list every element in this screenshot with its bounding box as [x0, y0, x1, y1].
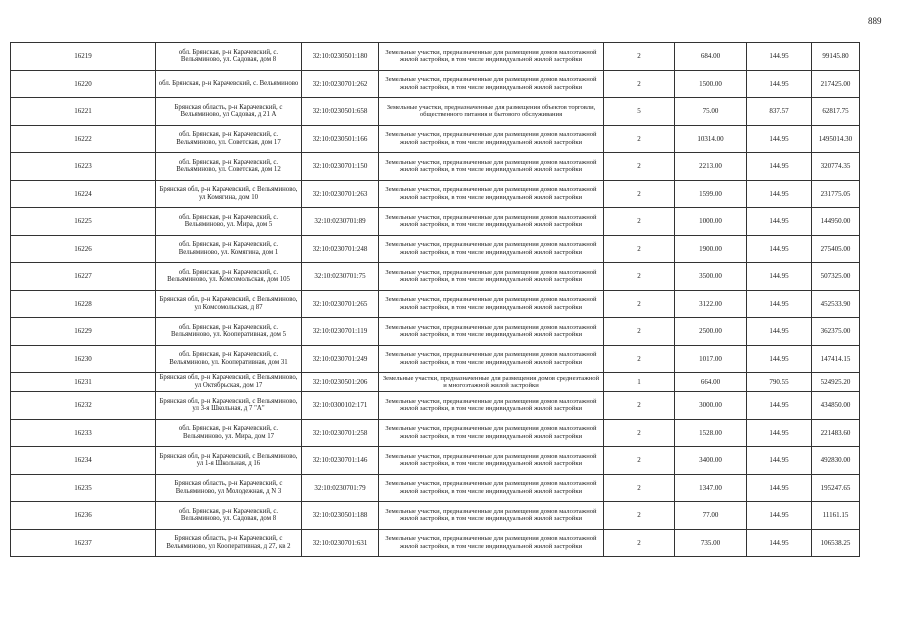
cadastral-value-cell: 362375.00 [812, 318, 860, 346]
cadastral-value-cell: 106538.25 [812, 529, 860, 557]
land-use-purpose-cell: Земельные участки, предназначенные для размещения домов малоэтажной жилой застройки, в том числе индивидуальной жилой застройки [379, 318, 604, 346]
row-id-cell: 16235 [11, 474, 156, 502]
cadastral-number-cell: 32:10:0230501:206 [302, 373, 379, 392]
address-cell: обл. Брянская, р-н Карачевский, с. Вельяминово, ул. Комсомольская, дом 105 [156, 263, 302, 291]
address-cell: Брянская область, р-н Карачевский, с Вельяминово, ул Садовая, д 21 А [156, 98, 302, 126]
land-use-purpose-cell: Земельные участки, предназначенные для размещения домов малоэтажной жилой застройки, в том числе индивидуальной жилой застройки [379, 125, 604, 153]
address-cell: Брянская обл, р-н Карачевский, с Вельяминово, ул Комягина, дом 10 [156, 180, 302, 208]
cadastral-value-cell: 11161.15 [812, 502, 860, 530]
cadastral-value-cell: 507325.00 [812, 263, 860, 291]
cadastral-value-cell: 275405.00 [812, 235, 860, 263]
specific-value-cell: 144.95 [747, 447, 812, 475]
specific-value-cell: 144.95 [747, 392, 812, 420]
land-use-purpose-cell: Земельные участки, предназначенные для размещения объектов торговли, общественного питания и бытового обслуживания [379, 98, 604, 126]
area-cell: 75.00 [675, 98, 747, 126]
cadastral-value-cell: 524925.20 [812, 373, 860, 392]
address-cell: обл. Брянская, р-н Карачевский, с. Вельяминово, ул. Садовая, дом 8 [156, 43, 302, 71]
table-row [11, 447, 860, 475]
cadastral-number-cell: 32:10:0230701:265 [302, 290, 379, 318]
area-cell: 1599.00 [675, 180, 747, 208]
table-row [11, 263, 860, 291]
table-row [11, 290, 860, 318]
land-use-purpose-cell: Земельные участки, предназначенные для размещения домов малоэтажной жилой застройки, в том числе индивидуальной жилой застройки [379, 502, 604, 530]
address-cell: Брянская обл, р-н Карачевский, с Вельяминово, ул Октябрьская, дом 17 [156, 373, 302, 392]
row-id-cell: 16234 [11, 447, 156, 475]
table-row [11, 474, 860, 502]
cadastral-number-cell: 32:10:0230501:166 [302, 125, 379, 153]
row-id-cell: 16232 [11, 392, 156, 420]
row-id-cell: 16228 [11, 290, 156, 318]
cadastral-number-cell: 32:10:0230501:180 [302, 43, 379, 71]
cadastral-value-cell: 231775.05 [812, 180, 860, 208]
row-id-cell: 16223 [11, 153, 156, 181]
area-cell: 10314.00 [675, 125, 747, 153]
specific-value-cell: 144.95 [747, 208, 812, 236]
cadastral-number-cell: 32:10:0230701:258 [302, 419, 379, 447]
land-use-purpose-cell: Земельные участки, предназначенные для размещения домов малоэтажной жилой застройки, в том числе индивидуальной жилой застройки [379, 70, 604, 98]
address-cell: обл. Брянская, р-н Карачевский, с. Вельяминово, ул. Кооперативная, дом 5 [156, 318, 302, 346]
land-use-purpose-cell: Земельные участки, предназначенные для размещения домов малоэтажной жилой застройки, в том числе индивидуальной жилой застройки [379, 474, 604, 502]
land-use-group-code-cell: 2 [604, 502, 675, 530]
land-use-purpose-cell: Земельные участки, предназначенные для размещения домов малоэтажной жилой застройки, в том числе индивидуальной жилой застройки [379, 235, 604, 263]
row-id-cell: 16236 [11, 502, 156, 530]
address-cell: обл. Брянская, р-н Карачевский, с. Вельяминово, ул. Советская, дом 17 [156, 125, 302, 153]
area-cell: 1347.00 [675, 474, 747, 502]
table-row [11, 502, 860, 530]
row-id-cell: 16219 [11, 43, 156, 71]
table-row [11, 318, 860, 346]
cadastral-number-cell: 32:10:0230701:89 [302, 208, 379, 236]
cadastral-number-cell: 32:10:0230701:248 [302, 235, 379, 263]
land-use-group-code-cell: 1 [604, 373, 675, 392]
area-cell: 1500.00 [675, 70, 747, 98]
address-cell: обл. Брянская, р-н Карачевский, с. Вельяминово, ул. Комягина, дом 1 [156, 235, 302, 263]
table-row [11, 180, 860, 208]
area-cell: 684.00 [675, 43, 747, 71]
cadastral-value-cell: 99145.80 [812, 43, 860, 71]
cadastral-value-cell: 492830.00 [812, 447, 860, 475]
area-cell: 735.00 [675, 529, 747, 557]
row-id-cell: 16233 [11, 419, 156, 447]
land-use-group-code-cell: 5 [604, 98, 675, 126]
row-id-cell: 16225 [11, 208, 156, 236]
land-use-group-code-cell: 2 [604, 419, 675, 447]
area-cell: 664.00 [675, 373, 747, 392]
row-id-cell: 16227 [11, 263, 156, 291]
address-cell: Брянская область, р-н Карачевский, с Вельяминово, ул Молодежная, д N 3 [156, 474, 302, 502]
specific-value-cell: 144.95 [747, 345, 812, 373]
cadastral-value-cell: 452533.90 [812, 290, 860, 318]
land-use-group-code-cell: 2 [604, 180, 675, 208]
area-cell: 3000.00 [675, 392, 747, 420]
table-row [11, 43, 860, 71]
specific-value-cell: 144.95 [747, 529, 812, 557]
specific-value-cell: 144.95 [747, 125, 812, 153]
land-use-purpose-cell: Земельные участки, предназначенные для размещения домов малоэтажной жилой застройки, в том числе индивидуальной жилой застройки [379, 290, 604, 318]
table-row [11, 345, 860, 373]
land-use-purpose-cell: Земельные участки, предназначенные для размещения домов среднеэтажной и многоэтажной жилой застройки [379, 373, 604, 392]
cadastral-value-cell: 195247.65 [812, 474, 860, 502]
table-row [11, 208, 860, 236]
land-use-group-code-cell: 2 [604, 263, 675, 291]
address-cell: обл. Брянская, р-н Карачевский, с. Вельяминово, ул. Мира, дом 5 [156, 208, 302, 236]
row-id-cell: 16221 [11, 98, 156, 126]
cadastral-number-cell: 32:10:0230501:658 [302, 98, 379, 126]
land-use-group-code-cell: 2 [604, 153, 675, 181]
row-id-cell: 16226 [11, 235, 156, 263]
specific-value-cell: 144.95 [747, 235, 812, 263]
land-use-group-code-cell: 2 [604, 392, 675, 420]
specific-value-cell: 144.95 [747, 474, 812, 502]
cadastral-number-cell: 32:10:0230701:631 [302, 529, 379, 557]
area-cell: 2213.00 [675, 153, 747, 181]
address-cell: обл. Брянская, р-н Карачевский, с. Вельяминово, ул. Советская, дом 12 [156, 153, 302, 181]
cadastral-number-cell: 32:10:0230701:263 [302, 180, 379, 208]
land-use-purpose-cell: Земельные участки, предназначенные для размещения домов малоэтажной жилой застройки, в том числе индивидуальной жилой застройки [379, 447, 604, 475]
land-use-purpose-cell: Земельные участки, предназначенные для размещения домов малоэтажной жилой застройки, в том числе индивидуальной жилой застройки [379, 529, 604, 557]
specific-value-cell: 144.95 [747, 502, 812, 530]
land-use-purpose-cell: Земельные участки, предназначенные для размещения домов малоэтажной жилой застройки, в том числе индивидуальной жилой застройки [379, 180, 604, 208]
row-id-cell: 16220 [11, 70, 156, 98]
land-use-group-code-cell: 2 [604, 43, 675, 71]
area-cell: 2500.00 [675, 318, 747, 346]
cadastral-value-cell: 221483.60 [812, 419, 860, 447]
area-cell: 77.00 [675, 502, 747, 530]
table-row [11, 419, 860, 447]
row-id-cell: 16222 [11, 125, 156, 153]
area-cell: 3400.00 [675, 447, 747, 475]
cadastral-number-cell: 32:10:0230701:249 [302, 345, 379, 373]
cadastral-number-cell: 32:10:0230501:188 [302, 502, 379, 530]
land-use-group-code-cell: 2 [604, 235, 675, 263]
land-use-purpose-cell: Земельные участки, предназначенные для размещения домов малоэтажной жилой застройки, в том числе индивидуальной жилой застройки [379, 208, 604, 236]
land-use-group-code-cell: 2 [604, 70, 675, 98]
table-row [11, 392, 860, 420]
specific-value-cell: 144.95 [747, 180, 812, 208]
address-cell: обл. Брянская, р-н Карачевский, с. Вельяминово, ул. Кооперативная, дом 31 [156, 345, 302, 373]
row-id-cell: 16230 [11, 345, 156, 373]
land-use-group-code-cell: 2 [604, 208, 675, 236]
table-row [11, 70, 860, 98]
page-number: 889 [868, 16, 882, 26]
row-id-cell: 16224 [11, 180, 156, 208]
cadastral-value-cell: 62817.75 [812, 98, 860, 126]
land-use-group-code-cell: 2 [604, 290, 675, 318]
cadastral-value-cell: 320774.35 [812, 153, 860, 181]
land-use-group-code-cell: 2 [604, 345, 675, 373]
cadastral-value-cell: 217425.00 [812, 70, 860, 98]
cadastral-value-cell: 434850.00 [812, 392, 860, 420]
specific-value-cell: 144.95 [747, 419, 812, 447]
area-cell: 3122.00 [675, 290, 747, 318]
land-use-purpose-cell: Земельные участки, предназначенные для размещения домов малоэтажной жилой застройки, в том числе индивидуальной жилой застройки [379, 153, 604, 181]
land-use-group-code-cell: 2 [604, 529, 675, 557]
row-id-cell: 16229 [11, 318, 156, 346]
specific-value-cell: 144.95 [747, 70, 812, 98]
land-use-purpose-cell: Земельные участки, предназначенные для размещения домов малоэтажной жилой застройки, в том числе индивидуальной жилой застройки [379, 263, 604, 291]
address-cell: обл. Брянская, р-н Карачевский, с. Вельяминово, ул. Мира, дом 17 [156, 419, 302, 447]
address-cell: Брянская обл, р-н Карачевский, с Вельяминово, ул Комсомольская, д 87 [156, 290, 302, 318]
table-row [11, 235, 860, 263]
land-use-purpose-cell: Земельные участки, предназначенные для размещения домов малоэтажной жилой застройки, в том числе индивидуальной жилой застройки [379, 345, 604, 373]
area-cell: 1000.00 [675, 208, 747, 236]
cadastral-value-cell: 147414.15 [812, 345, 860, 373]
table-row [11, 98, 860, 126]
area-cell: 1017.00 [675, 345, 747, 373]
table-row [11, 125, 860, 153]
row-id-cell: 16231 [11, 373, 156, 392]
cadastral-number-cell: 32:10:0230701:119 [302, 318, 379, 346]
cadastral-number-cell: 32:10:0230701:262 [302, 70, 379, 98]
cadastral-number-cell: 32:10:0230701:150 [302, 153, 379, 181]
address-cell: Брянская обл, р-н Карачевский, с Вельяминово, ул 3-я Школьная, д 7 "А" [156, 392, 302, 420]
specific-value-cell: 790.55 [747, 373, 812, 392]
specific-value-cell: 144.95 [747, 290, 812, 318]
cadastral-number-cell: 32:10:0230701:75 [302, 263, 379, 291]
table-row [11, 153, 860, 181]
table-row [11, 529, 860, 557]
cadastral-number-cell: 32:10:0230701:146 [302, 447, 379, 475]
specific-value-cell: 144.95 [747, 43, 812, 71]
cadastral-value-table [10, 42, 860, 557]
specific-value-cell: 144.95 [747, 263, 812, 291]
specific-value-cell: 837.57 [747, 98, 812, 126]
land-use-purpose-cell: Земельные участки, предназначенные для размещения домов малоэтажной жилой застройки, в том числе индивидуальной жилой застройки [379, 419, 604, 447]
land-use-purpose-cell: Земельные участки, предназначенные для размещения домов малоэтажной жилой застройки, в том числе индивидуальной жилой застройки [379, 43, 604, 71]
specific-value-cell: 144.95 [747, 153, 812, 181]
address-cell: обл. Брянская, р-н Карачевский, с. Вельяминово [156, 70, 302, 98]
land-use-group-code-cell: 2 [604, 125, 675, 153]
cadastral-number-cell: 32:10:0230701:79 [302, 474, 379, 502]
cadastral-value-cell: 1495014.30 [812, 125, 860, 153]
specific-value-cell: 144.95 [747, 318, 812, 346]
address-cell: обл. Брянская, р-н Карачевский, с. Вельяминово, ул. Садовая, дом 8 [156, 502, 302, 530]
address-cell: Брянская обл, р-н Карачевский, с Вельяминово, ул 1-я Школьная, д 16 [156, 447, 302, 475]
land-use-group-code-cell: 2 [604, 318, 675, 346]
land-use-group-code-cell: 2 [604, 474, 675, 502]
area-cell: 3500.00 [675, 263, 747, 291]
land-use-purpose-cell: Земельные участки, предназначенные для размещения домов малоэтажной жилой застройки, в том числе индивидуальной жилой застройки [379, 392, 604, 420]
cadastral-number-cell: 32:10:0300102:171 [302, 392, 379, 420]
area-cell: 1528.00 [675, 419, 747, 447]
area-cell: 1900.00 [675, 235, 747, 263]
row-id-cell: 16237 [11, 529, 156, 557]
address-cell: Брянская область, р-н Карачевский, с Вельяминово, ул Кооперативная, д 27, кв 2 [156, 529, 302, 557]
table-row [11, 373, 860, 392]
cadastral-value-cell: 144950.00 [812, 208, 860, 236]
land-use-group-code-cell: 2 [604, 447, 675, 475]
